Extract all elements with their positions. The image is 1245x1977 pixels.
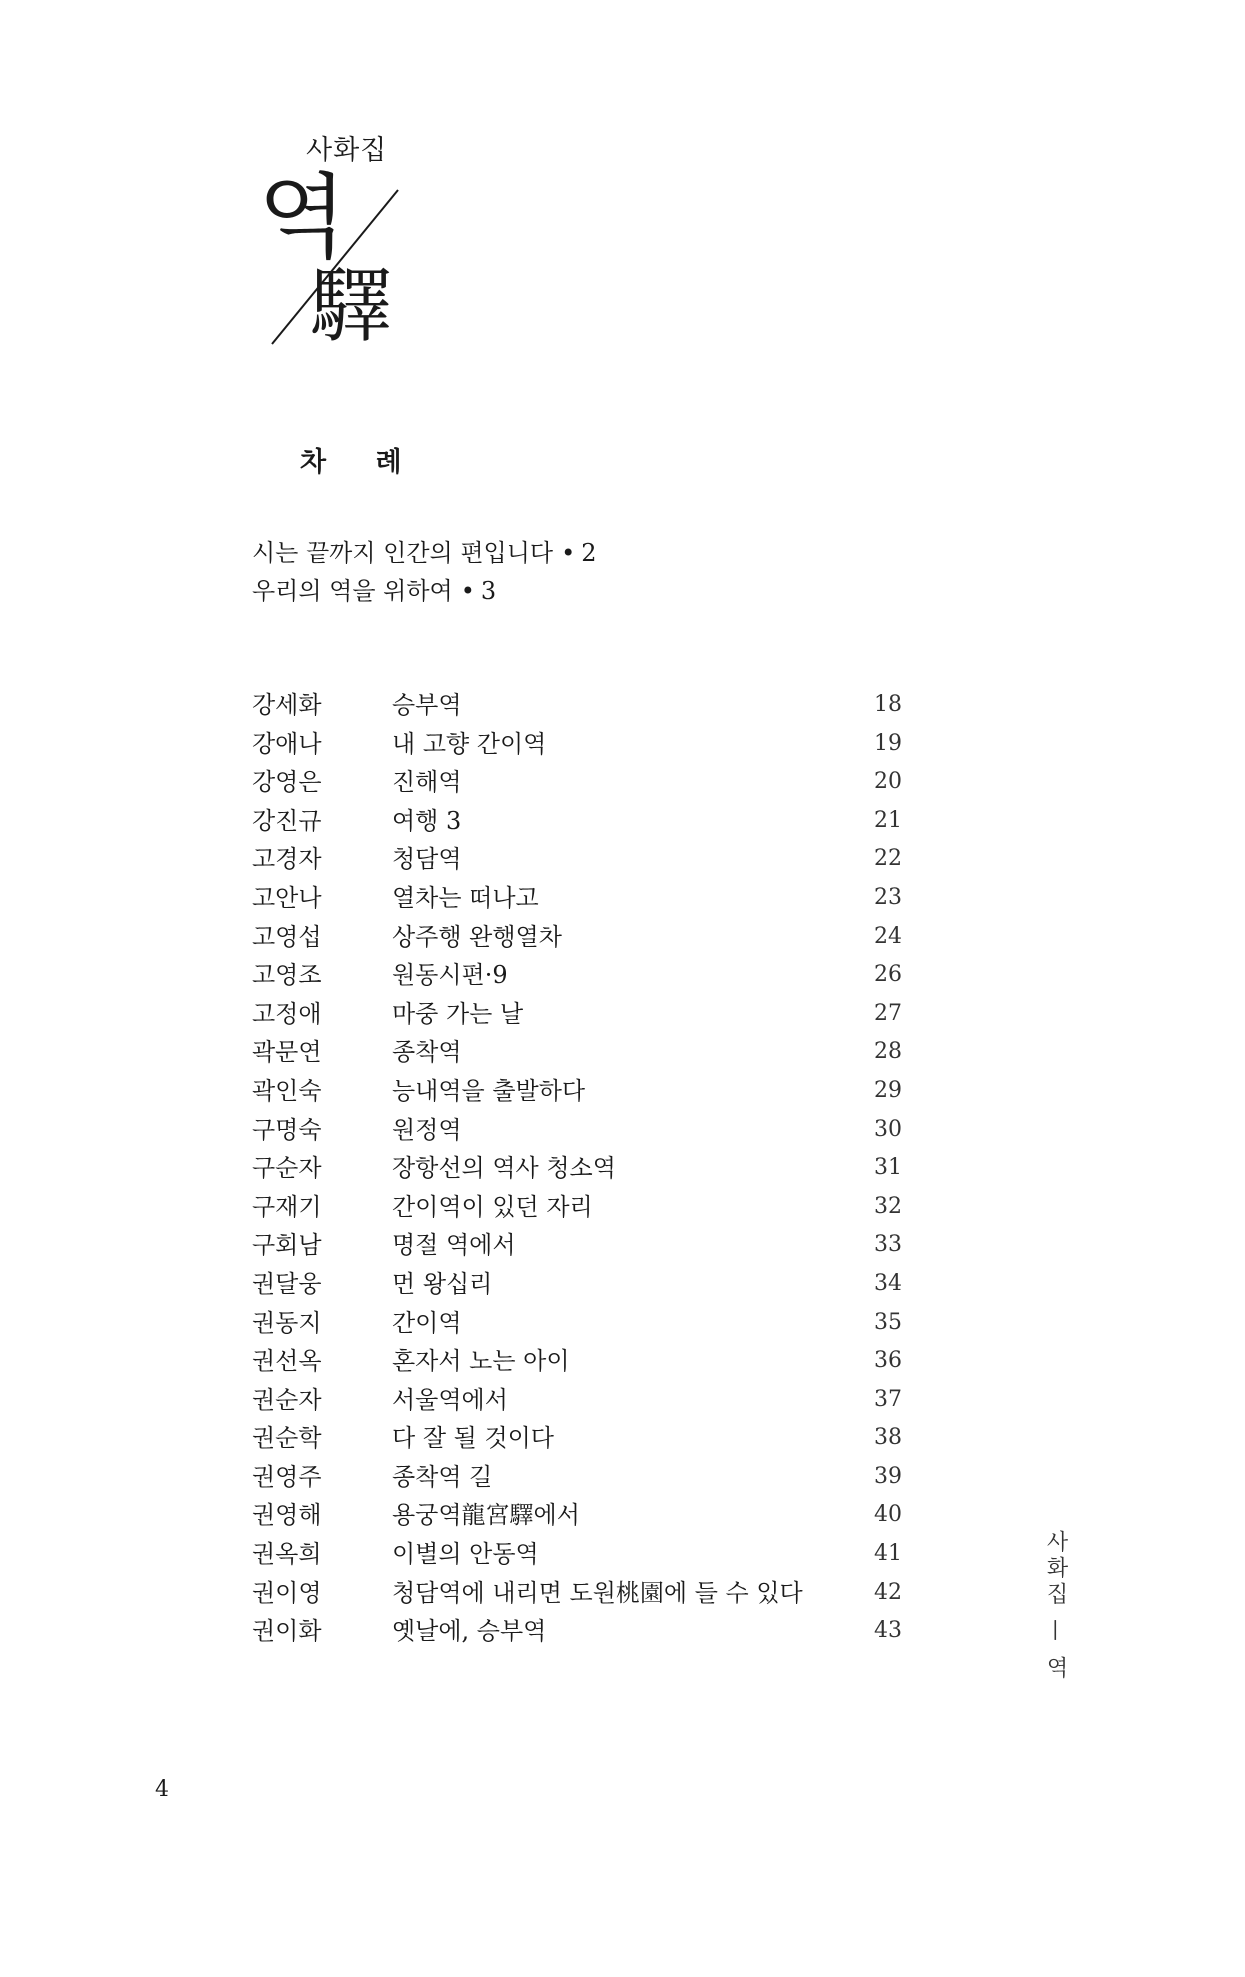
- toc-author: 강세화: [252, 691, 322, 719]
- toc-row: [252, 1149, 902, 1188]
- toc-poem-title: 마중 가는 날: [392, 999, 524, 1028]
- toc-author: 권선옥: [252, 1347, 322, 1376]
- toc-author: 고안나: [252, 883, 322, 912]
- toc-page-number: 18: [874, 692, 902, 717]
- toc-page-number: 27: [874, 1000, 902, 1026]
- toc-page-number: 30: [874, 1116, 902, 1142]
- book-subtitle: 사화집: [306, 135, 388, 166]
- toc-row: [252, 1535, 902, 1574]
- toc-author: 고정애: [252, 999, 322, 1028]
- toc-poem-title: 진해역: [392, 768, 462, 797]
- toc-page-number: 40: [874, 1502, 902, 1528]
- toc-row: [252, 840, 902, 879]
- toc-author: 강애나: [252, 729, 322, 758]
- toc-row: [252, 1188, 902, 1227]
- toc-author: 권이화: [252, 1617, 322, 1646]
- toc-row: [252, 725, 902, 764]
- toc-page-number: 42: [874, 1579, 902, 1605]
- front-matter-item: [252, 572, 597, 610]
- toc-page-number: 43: [874, 1618, 902, 1644]
- toc-row: [252, 1304, 902, 1343]
- toc-poem-title: 간이역이 있던 자리: [392, 1192, 593, 1221]
- toc-page-number: 41: [874, 1541, 902, 1567]
- toc-row: [252, 1265, 902, 1304]
- toc-poem-title: 장항선의 역사 청소역: [392, 1154, 616, 1183]
- toc-row: [252, 802, 902, 841]
- toc-row: [252, 686, 902, 725]
- toc-poem-title: 원정역: [392, 1115, 462, 1144]
- toc-page-number: 32: [874, 1193, 902, 1219]
- toc-page-number: 19: [874, 730, 902, 756]
- toc-row: [252, 1496, 902, 1535]
- toc-author: 권순자: [252, 1385, 322, 1414]
- toc-author: 권옥희: [252, 1540, 322, 1569]
- toc-poem-title: 다 잘 될 것이다: [392, 1424, 554, 1453]
- toc-poem-title: 내 고향 간이역: [392, 729, 547, 758]
- page-number: 4: [155, 1777, 169, 1802]
- front-matter-page: 3: [480, 577, 497, 605]
- toc-row: [252, 1226, 902, 1265]
- toc-author: 구재기: [252, 1192, 322, 1221]
- toc-poem-title: 명절 역에서: [392, 1231, 516, 1260]
- toc-poem-title: 이별의 안동역: [392, 1540, 539, 1569]
- toc-page-number: 36: [874, 1348, 902, 1374]
- toc-poem-title: 청담역: [392, 845, 462, 874]
- front-matter-separator: •: [460, 577, 475, 605]
- title-slash-line: [258, 128, 428, 368]
- toc-poem-title: 여행 3: [392, 806, 462, 835]
- front-matter-title: 시는 끝까지 인간의 편입니다: [252, 539, 554, 567]
- toc-row: [252, 1381, 902, 1420]
- toc-row: [252, 1612, 902, 1651]
- front-matter-list: [252, 534, 597, 610]
- toc-heading: 차 례: [300, 447, 422, 478]
- front-matter-item: [252, 534, 597, 572]
- toc-page-number: 35: [874, 1309, 902, 1335]
- toc-poem-title: 종착역 길: [392, 1462, 493, 1491]
- toc-poem-title: 원동시편·9: [392, 961, 508, 990]
- toc-row: [252, 763, 902, 802]
- toc-poem-title: 능내역을 출발하다: [392, 1076, 586, 1105]
- toc-poem-title: 청담역에 내리면 도원桃園에 들 수 있다: [392, 1578, 803, 1607]
- toc-poem-title: 간이역: [392, 1308, 462, 1337]
- toc-row: [252, 879, 902, 918]
- toc-page-number: 37: [874, 1386, 902, 1412]
- toc-page-number: 28: [874, 1039, 902, 1065]
- toc-page-number: 31: [874, 1155, 902, 1181]
- toc-page-number: 20: [874, 769, 902, 795]
- toc-row: [252, 995, 902, 1034]
- book-title-hangul: 역: [258, 164, 347, 271]
- toc-poem-title: 먼 왕십리: [392, 1269, 493, 1298]
- toc-author: 권영해: [252, 1501, 322, 1530]
- front-matter-page: 2: [581, 539, 597, 567]
- toc-row: [252, 1419, 902, 1458]
- toc-author: 곽인숙: [252, 1076, 322, 1105]
- toc-row: [252, 1111, 902, 1150]
- toc-poem-title: 옛날에, 승부역: [392, 1617, 547, 1646]
- book-title-hanja: 驛: [310, 259, 393, 354]
- toc-row: [252, 1574, 902, 1613]
- toc-page-number: 24: [874, 923, 902, 949]
- book-title-block: [258, 128, 428, 368]
- toc-list: [252, 686, 902, 1651]
- toc-author: 권순학: [252, 1424, 322, 1453]
- toc-page-number: 38: [874, 1425, 902, 1451]
- toc-poem-title: 승부역: [392, 691, 462, 719]
- toc-author: 권이영: [252, 1578, 322, 1607]
- toc-page-number: 26: [874, 962, 902, 988]
- toc-author: 곽문연: [252, 1038, 322, 1067]
- toc-page-number: 22: [874, 846, 902, 872]
- toc-poem-title: 서울역에서: [392, 1385, 508, 1414]
- front-matter-title: 우리의 역을 위하여: [252, 577, 453, 605]
- toc-row: [252, 1033, 902, 1072]
- toc-row: [252, 1342, 902, 1381]
- toc-page-number: 33: [874, 1232, 902, 1258]
- toc-page-number: 21: [874, 807, 902, 833]
- toc-page-number: 34: [874, 1270, 902, 1296]
- toc-poem-title: 상주행 완행열차: [392, 922, 562, 951]
- running-head: 사화집 — 역: [1043, 1530, 1068, 1682]
- toc-author: 고영섭: [252, 922, 322, 951]
- toc-author: 권동지: [252, 1308, 322, 1337]
- toc-author: 고영조: [252, 961, 322, 990]
- toc-poem-title: 용궁역龍宮驛에서: [392, 1501, 580, 1530]
- toc-author: 강영은: [252, 768, 322, 797]
- toc-poem-title: 열차는 떠나고: [392, 883, 539, 912]
- toc-author: 구순자: [252, 1154, 322, 1183]
- toc-row: [252, 956, 902, 995]
- toc-page-number: 29: [874, 1077, 902, 1103]
- toc-author: 권달웅: [252, 1269, 322, 1298]
- toc-poem-title: 종착역: [392, 1038, 462, 1067]
- toc-row: [252, 1458, 902, 1497]
- front-matter-separator: •: [561, 539, 576, 567]
- toc-author: 고경자: [252, 845, 322, 874]
- toc-author: 구명숙: [252, 1115, 322, 1144]
- toc-author: 강진규: [252, 806, 322, 835]
- toc-author: 권영주: [252, 1462, 322, 1491]
- toc-row: [252, 918, 902, 957]
- toc-page-number: 23: [874, 884, 902, 910]
- toc-page-number: 39: [874, 1463, 902, 1489]
- toc-poem-title: 혼자서 노는 아이: [392, 1347, 570, 1376]
- toc-author: 구회남: [252, 1231, 322, 1260]
- toc-row: [252, 1072, 902, 1111]
